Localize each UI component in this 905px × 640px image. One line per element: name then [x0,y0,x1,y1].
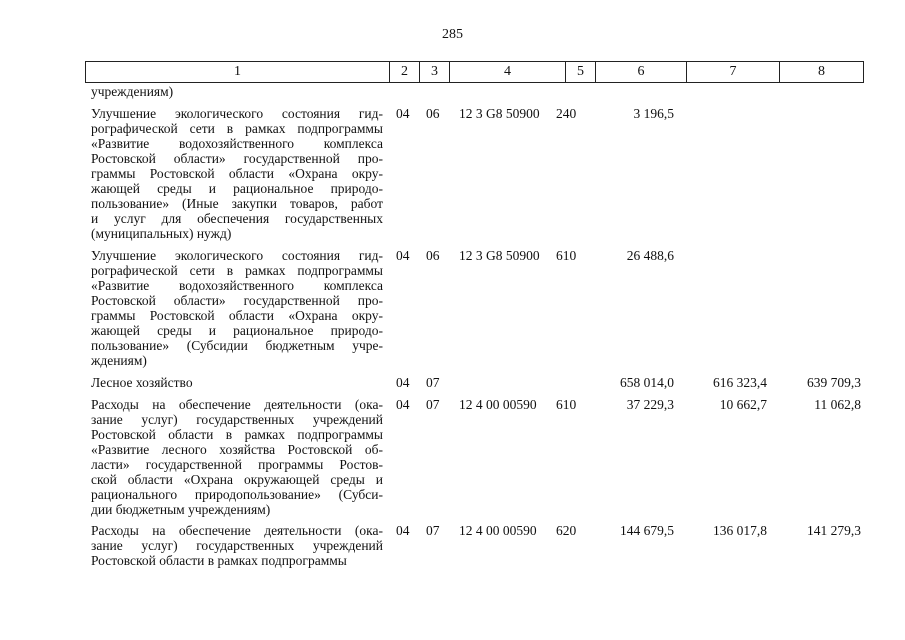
expense-type-code: 240 [556,106,577,121]
description-line: граммы Ростовской области «Охрана окру- [91,166,383,181]
description-line: Расходы на обеспечение деятельности (ока- [91,397,383,412]
continuation-text [91,84,383,99]
description-line: рационального природопользование» (Субси- [91,487,383,502]
header-col-3: 3 [419,62,449,82]
page-number: 285 [442,27,463,42]
description-line: Ростовской области» государственной про- [91,293,383,308]
table-header [85,61,864,83]
description-line: зание услуг) государственных учреждений [91,412,383,427]
row-description [91,523,383,568]
description-line: Лесное хозяйство [91,375,193,390]
amount-col-6: 144 679,5 [620,523,674,538]
target-article-code: 12 3 G8 50900 [459,106,540,121]
description-line: «Развитие лесного хозяйства Ростовской об- [91,442,383,457]
header-col-1: 1 [234,64,241,79]
description-line: зание услуг) государственных учреждений [91,538,383,553]
expense-type-code: 610 [556,397,577,412]
amount-col-6: 26 488,6 [626,248,674,263]
description-line: «Развитие водохозяйственного комплекса [91,278,383,293]
description-line: ласти» государственной программы Ростов- [91,457,383,472]
amount-col-7: 10 662,7 [719,397,767,412]
section-code: 04 [396,523,410,538]
description-line: дии бюджетным учреждениям) [91,502,271,517]
header-col-7: 7 [686,62,779,82]
description-line: жающей среды и рациональное природо- [91,323,383,338]
amount-col-7: 616 323,4 [713,375,767,390]
row-description [91,375,383,390]
subsection-code: 06 [426,106,440,121]
amount-col-6: 3 196,5 [633,106,674,121]
header-col-4: 4 [449,62,565,82]
section-code: 04 [396,397,410,412]
expense-type-code: 610 [556,248,577,263]
amount-col-7: 136 017,8 [713,523,767,538]
amount-col-8: 639 709,3 [807,375,861,390]
description-line: пользование» (Иные закупки товаров, работ [91,196,383,211]
expense-type-code: 620 [556,523,577,538]
subsection-code: 07 [426,523,440,538]
header-col-5: 5 [565,62,595,82]
header-col-2: 2 [389,62,419,82]
row-description [91,106,383,241]
amount-col-6: 658 014,0 [620,375,674,390]
description-line: ской области «Охрана окружающей среды и [91,472,383,487]
description-line: Улучшение экологического состояния гид- [91,248,383,263]
description-line: Расходы на обеспечение деятельности (ока- [91,523,383,538]
description-line: жающей среды и рациональное природо- [91,181,383,196]
description-line: граммы Ростовской области «Охрана окру- [91,308,383,323]
description-line: Ростовской области в рамках подпрограммы [91,427,383,442]
target-article-code: 12 4 00 00590 [459,397,537,412]
subsection-code: 06 [426,248,440,263]
description-line: и услуг для обеспечения государственных [91,211,383,226]
row-description [91,397,383,517]
description-line: (муниципальных) нужд) [91,226,232,241]
description-line: рографической сети в рамках подпрограммы [91,121,383,136]
amount-col-8: 141 279,3 [807,523,861,538]
section-code: 04 [396,248,410,263]
continuation-line: учреждениям) [91,84,174,99]
description-line: рографической сети в рамках подпрограммы [91,263,383,278]
section-code: 04 [396,375,410,390]
description-line: ждениям) [91,353,147,368]
section-code: 04 [396,106,410,121]
target-article-code: 12 3 G8 50900 [459,248,540,263]
amount-col-6: 37 229,3 [626,397,674,412]
subsection-code: 07 [426,397,440,412]
target-article-code: 12 4 00 00590 [459,523,537,538]
description-line: пользование» (Субсидии бюджетным учре- [91,338,383,353]
header-col-6: 6 [595,62,686,82]
description-line: «Развитие водохозяйственного комплекса [91,136,383,151]
header-col-8: 8 [779,62,863,82]
amount-col-8: 11 062,8 [814,397,861,412]
description-line: Улучшение экологического состояния гид- [91,106,383,121]
row-description [91,248,383,368]
description-line: Ростовской области в рамках подпрограммы [91,553,347,568]
description-line: Ростовской области» государственной про- [91,151,383,166]
subsection-code: 07 [426,375,440,390]
